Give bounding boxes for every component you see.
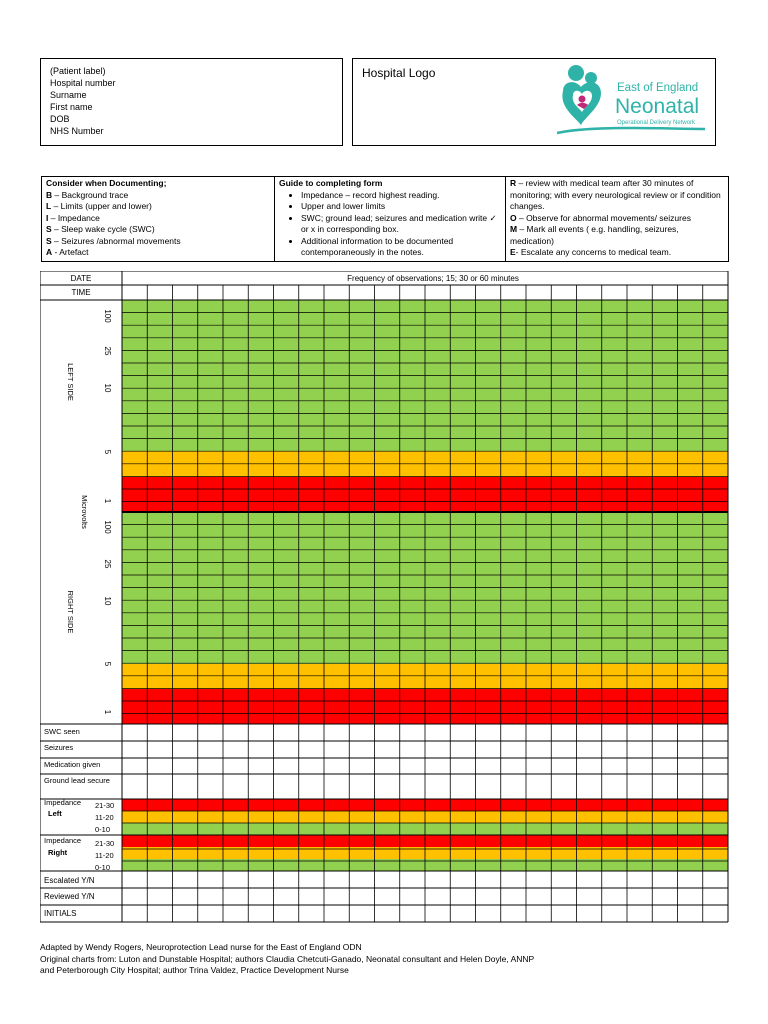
reviewed-label: Reviewed Y/N <box>44 892 95 901</box>
first-name-label: First name <box>50 102 93 112</box>
date-label: DATE <box>70 274 92 283</box>
documenting-item: I – Impedance <box>46 212 100 223</box>
credit-line: Adapted by Wendy Rogers, Neuroprotection Lead nurse for the East of England ODN <box>40 942 362 952</box>
hospital-logo-box <box>352 58 716 146</box>
credit-line: Original charts from: Luton and Dunstable Hospital; authors Claudia Chetcuti-Ganado, Neonatal consultant and Helen Doyle, ANNP <box>40 953 535 964</box>
logo-brand-line3: Operational Delivery Network <box>617 120 696 126</box>
guide-bullet: • SWC; ground lead; seizures and medication write ✓ or x in corresponding box. <box>301 213 501 236</box>
neonatal-odn-logo <box>553 63 713 141</box>
impedance-right-range-low: 0-10 <box>95 863 111 872</box>
aeeg-observation-chart <box>40 271 730 925</box>
dob-label: DOB <box>50 114 70 124</box>
ground-lead-label: Ground lead secure <box>44 776 110 785</box>
initials-label: INITIALS <box>44 909 77 918</box>
guide-bullet: • Upper and lower limits <box>301 201 501 213</box>
guide-bullet: • Additional information to be documented contemporaneously in the notes. <box>301 236 501 259</box>
documenting-item: B – Background trace <box>46 189 129 200</box>
left-scale-25: 25 <box>103 346 112 356</box>
left-scale-100: 100 <box>103 309 112 323</box>
medication-given-label: Medication given <box>44 760 101 769</box>
impedance-right-range-mid: 11-20 <box>95 851 114 860</box>
completing-guide-column <box>275 177 506 261</box>
impedance-left-range-low: 0-10 <box>95 825 111 834</box>
logo-head-large <box>568 65 584 81</box>
left-scale-5: 5 <box>103 449 112 455</box>
right-scale-10: 10 <box>103 596 112 606</box>
documenting-item: A - Artefact <box>46 247 89 257</box>
completing-guide-heading: Guide to completing form <box>279 178 383 188</box>
review-item: R – review with medical team after 30 minutes of monitoring; with every neurological review or if condition changes. <box>510 178 721 211</box>
impedance-right-range-high: 21-30 <box>95 839 115 848</box>
escalate-item: E- Escalate any concerns to medical team. <box>510 247 672 257</box>
right-scale-1: 1 <box>103 709 112 715</box>
credit-line: and Peterborough City Hospital; author Trina Valdez, Practice Development Nurse <box>40 965 349 975</box>
guidance-table <box>41 176 729 262</box>
impedance-right-side: Right <box>48 848 68 857</box>
documenting-column <box>42 177 275 261</box>
seizures-label: Seizures <box>44 743 74 752</box>
nhs-number-label: NHS Number <box>50 126 104 136</box>
right-side-label: RIGHT SIDE <box>66 590 75 634</box>
completing-guide-list <box>279 190 501 259</box>
impedance-left-label: Impedance <box>44 798 82 807</box>
credits-footer <box>40 942 534 977</box>
logo-brand-line2: Neonatal <box>615 95 700 118</box>
patient-label-title: (Patient label) <box>50 66 106 76</box>
left-scale-10: 10 <box>103 383 112 393</box>
impedance-left-side: Left <box>48 809 62 818</box>
impedance-right-label: Impedance <box>44 836 82 845</box>
logo-baby-head <box>579 96 586 103</box>
frequency-note: Frequency of observations; 15; 30 or 60 minutes <box>347 274 519 283</box>
escalated-label: Escalated Y/N <box>44 876 95 885</box>
right-scale-5: 5 <box>103 661 112 667</box>
documenting-item: S – Sleep wake cycle (SWC) <box>46 224 155 234</box>
left-side-label: LEFT SIDE <box>66 363 75 401</box>
swc-seen-label: SWC seen <box>44 727 80 736</box>
guide-bullet: • Impedance – record highest reading. <box>301 190 501 202</box>
time-label: TIME <box>71 288 91 297</box>
review-column <box>506 177 728 261</box>
right-scale-100: 100 <box>103 520 112 534</box>
left-scale-1: 1 <box>103 498 112 504</box>
documenting-item: S – Seizures /abnormal movements <box>46 235 181 246</box>
documenting-heading: Consider when Documenting; <box>46 178 167 188</box>
documenting-item: L – Limits (upper and lower) <box>46 201 152 211</box>
observe-item: O – Observe for abnormal movements/ seizures <box>510 212 691 223</box>
hospital-number-label: Hospital number <box>50 78 116 88</box>
impedance-left-range-high: 21-30 <box>95 801 115 810</box>
right-scale-25: 25 <box>103 559 112 569</box>
logo-head-small <box>585 72 597 84</box>
patient-label-box <box>40 58 343 146</box>
logo-swoosh <box>557 128 705 133</box>
mark-item: M – Mark all events ( e.g. handling, seizures, medication) <box>510 224 679 246</box>
logo-brand-line1: East of England <box>617 82 699 94</box>
hospital-logo-label: Hospital Logo <box>362 66 436 80</box>
surname-label: Surname <box>50 90 87 100</box>
microvolts-label: Microvolts <box>80 495 89 529</box>
impedance-left-range-mid: 11-20 <box>95 813 114 822</box>
